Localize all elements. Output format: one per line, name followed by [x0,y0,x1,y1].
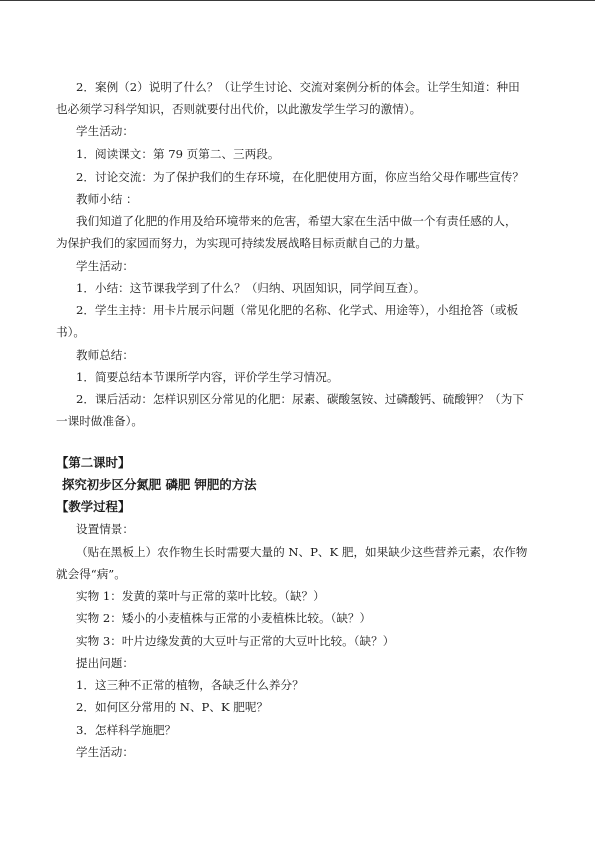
section-label: 提出问题： [76,656,134,670]
paragraph-line: 实物 1：发黄的菜叶与正常的菜叶比较。（缺？） [76,589,325,603]
paragraph-line: 我们知道了化肥的作用及给环境带来的危害，希望大家在生活中做一个有责任感的人， [76,214,517,228]
paragraph-line: 1．阅读课文：第 79 页第二、三两段。 [76,147,280,161]
paragraph-line: 1．简要总结本节课所学内容，评价学生学习情况。 [76,370,339,384]
lesson-heading: 【第二课时】 [56,455,131,470]
paragraph-line: 就会得“病”。 [56,567,126,581]
top-border-line [0,0,595,1]
paragraph-line: 2．案例（2）说明了什么？（让学生讨论、交流对案例分析的体会。让学生知道：种田 [76,80,520,94]
paragraph-line: 1．这三种不正常的植物，各缺乏什么养分？ [76,678,304,692]
paragraph-line: （贴在黑板上）农作物生长时需要大量的 N、P、K 肥，如果缺少这些营养元素，农作物 [76,545,528,559]
paragraph-line: 2．讨论交流：为了保护我们的生存环境，在化肥使用方面，你应当给父母作哪些宣传？ [76,170,524,184]
paragraph-line: 2．课后活动：怎样识别区分常见的化肥：尿素、碳酸氢铵、过磷酸钙、硫酸钾？（为下 [76,392,524,406]
section-label: 学生活动： [76,124,134,138]
paragraph-line: 一课时做准备）。 [56,414,143,428]
paragraph-line: 3．怎样科学施肥？ [76,723,177,737]
section-label: 学生活动： [76,259,134,273]
paragraph-line: 也必须学习科学知识，否则就要付出代价，以此激发学生学习的激情）。 [56,102,422,116]
paragraph-line: 1．小结：这节课我学到了什么？（归纳、巩固知识，同学间互查）。 [76,281,426,295]
section-label: 教师小结 ： [76,192,138,206]
section-label: 教师总结： [76,348,134,362]
paragraph-line: 为保护我们的家园而努力，为实现可持续发展战略目标贡献自己的力量。 [56,236,428,250]
section-label: 学生活动： [76,745,134,759]
paragraph-line: 书）。 [56,325,85,339]
paragraph-line: 2．如何区分常用的 N、P、K 肥呢？ [76,700,269,714]
process-heading: 【教学过程】 [56,499,131,514]
paragraph-line: 2．学生主持：用卡片展示问题（常见化肥的名称、化学式、用途等），小组抢答（或板 [76,303,519,317]
paragraph-line: 实物 2：矮小的小麦植株与正常的小麦植株比较。（缺？） [76,611,372,625]
section-label: 设置情景： [76,522,134,536]
paragraph-line: 实物 3：叶片边缘发黄的大豆叶与正常的大豆叶比较。（缺？） [76,634,395,648]
topic-heading: 探究初步区分氮肥 磷肥 钾肥的方法 [62,477,257,492]
